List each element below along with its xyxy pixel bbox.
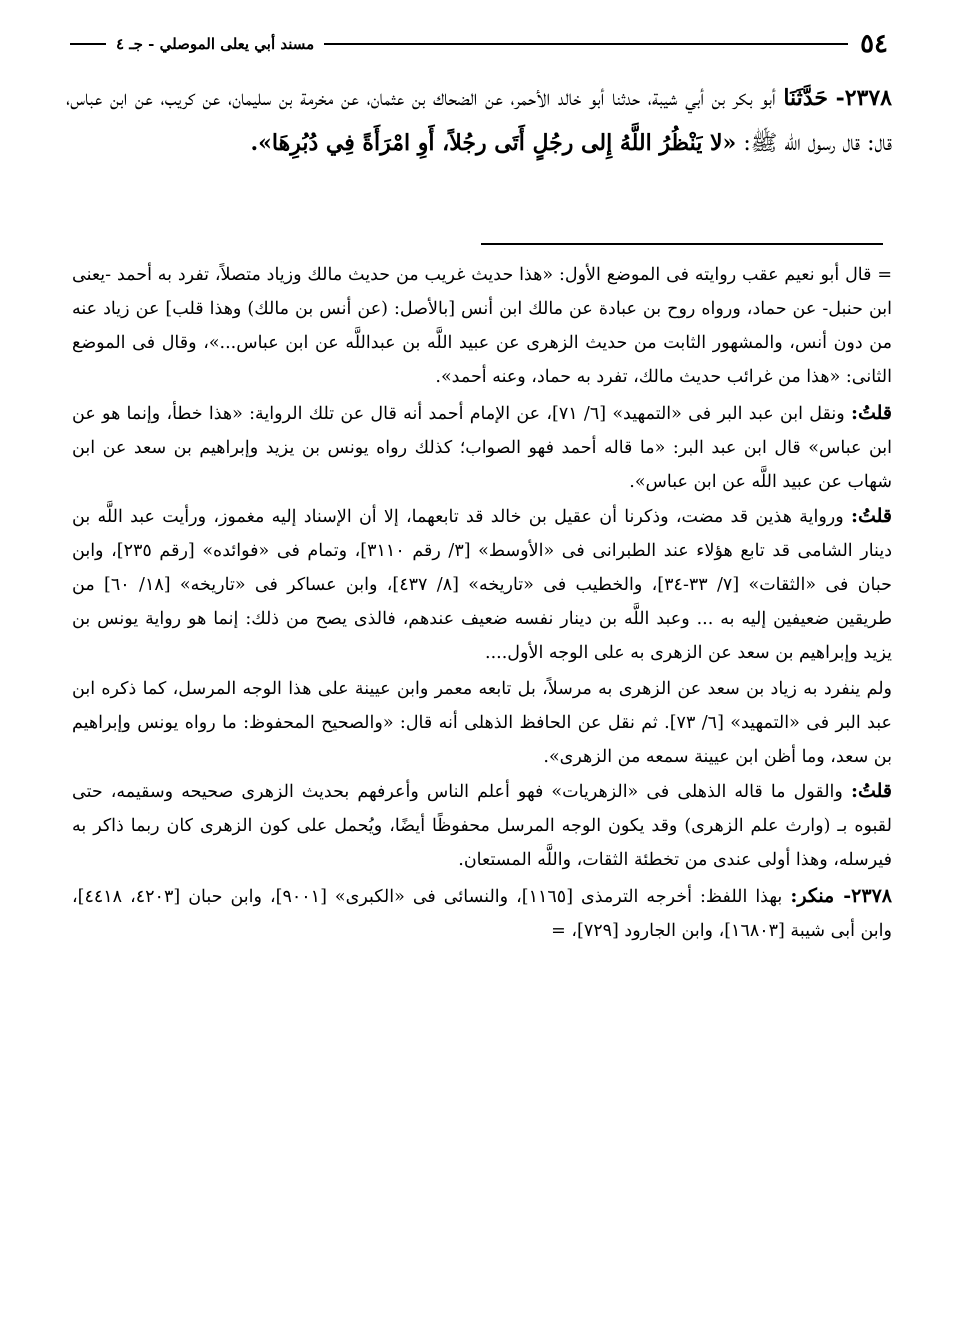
- footnote-paragraph-1: = قال أبو نعيم عقب روايته فى الموضع الأول: «هذا حديث غريب من حديث مالك وزياد متصلاً، تفرد به أحمد -يعنى ابن حنبل- عن حماد، ورواه روح بن عبادة عن مالك ابن أنس [بالأصل: (عن أنس بن مالك) وهذا قلب] عن زياد عنه من دون أنس، والمشهور الثابت من حديث الزهرى عن عبيد اللَّه بن عبداللَّه عن ابن عباس...»، وقال فى الموضع الثانى: «هذا من غرائب حديث مالك، تفرد به حماد، وعنه أحمد».: [72, 265, 892, 387]
- footnote-text: بهذا اللفظ: أخرجه الترمذى [١١٦٥]، والنسائى فى «الكبرى» [٩٠٠١]، وابن حبان [٤٢٠٣، ٤٤١٨]، وابن أبى شيبة [١٦٨٠٣]، وابن الجارود [٧٢٩]، =: [72, 887, 892, 941]
- takhrij-label: ٢٣٧٨- منكر:: [790, 885, 892, 907]
- page-number: ٥٤: [860, 29, 888, 59]
- qultu-label: قلتُ:: [850, 780, 892, 802]
- running-header: [70, 24, 888, 64]
- footnote-paragraph-6: [72, 879, 892, 948]
- header-rule-left: [70, 43, 106, 45]
- hadith-number: ٢٣٧٨-: [835, 85, 892, 111]
- running-title: مسند أبي يعلى الموصلي - جـ ٤: [116, 35, 315, 53]
- footnote-paragraph-3: [72, 499, 892, 670]
- header-rule-right: [324, 43, 848, 45]
- footnote-separator: [481, 243, 883, 245]
- footnote-text: والقول ما قاله الذهلى فى «الزهريات» فهو أعلم الناس وأعرفهم بحديث الزهرى صحيحه وسقيمه، حتى لقبوه بـ (وارث علم الزهرى) وقد يكون الوجه المرسل محفوظًا أيضًا، ويُحمل على كون الزهرى كان ربما ذاكر به فيرسله، وهذا أولى عندى من تخطئة الثقات، واللَّه المستعان.: [72, 782, 892, 870]
- footnote-paragraph-2: [72, 396, 892, 499]
- hadith-chain: أبو بكر بن أبي شيبة، حدثنا أبو خالد الأحمر، عن الضحاك بن عثمان، عن مخرمة بن سليمان، عن كريب، عن ابن عباس، قال: قال رسول الله ﷺ:: [66, 86, 892, 156]
- hadith-text: [66, 76, 892, 166]
- qultu-label: قلتُ:: [850, 402, 892, 424]
- footnote-text: ورواية هذين قد مضت، وذكرنا أن عقيل بن خالد قد تابعهما، إلا أن الإسناد إليه مغموز، ورأيت عبد اللَّه بن دينار الشامى قد تابع هؤلاء عند الطبرانى فى «الأوسط» [٣/ رقم ٣١١٠]، وتمام فى «فوائده» [رقم ٢٣٥]، وابن حبان فى «الثقات» [٧/ ٣٣-٣٤]، والخطيب فى «تاريخه» [٨/ ٤٣٧]، وابن عساكر فى «تاريخه» [١٨/ ٦٠] من طريقين ضعيفين إليه به ... وعبد اللَّه بن دينار نفسه ضعيف عندهم، فالذى يصح من ذلك: إنما هو رواية يونس بن يزيد وإبراهيم بن سعد عن الزهرى به على الوجه الأول....: [72, 507, 892, 663]
- hadith-matn: «لا يَنْظُرُ اللَّهُ إِلى رجُلٍ أَتَى رجُلاً، أَوِ امْرَأَةً فِي دُبُرِهَا».: [250, 130, 737, 156]
- qultu-label: قلتُ:: [850, 505, 892, 527]
- footnotes: [72, 258, 892, 948]
- hadith-haddathana: حَدَّثَنَا: [783, 85, 828, 111]
- footnote-paragraph-4: ولم ينفرد به زياد بن سعد عن الزهرى به مرسلاً، بل تابعه معمر وابن عيينة على هذا الوجه المرسل، كما ذكره ابن عبد البر فى «التمهيد» [٦/ ٧٣]. ثم نقل عن الحافظ الذهلى أنه قال: «والصحيح المحفوظ: ما رواه يونس وإبراهيم بن سعد، وما أظن ابن عيينة سمعه من الزهرى».: [72, 679, 892, 767]
- footnote-text: ونقل ابن عبد البر فى «التمهيد» [٦/ ٧١]، عن الإمام أحمد أنه قال عن تلك الرواية: «هذا خطأ، وإنما هو عن ابن عباس» قال ابن عبد البر: «ما قاله أحمد فهو الصواب؛ كذلك رواه يونس بن يزيد وإبراهيم بن سعد عن ابن شهاب عن عبيد اللَّه عن ابن عباس».: [72, 404, 892, 492]
- footnote-paragraph-5: [72, 774, 892, 877]
